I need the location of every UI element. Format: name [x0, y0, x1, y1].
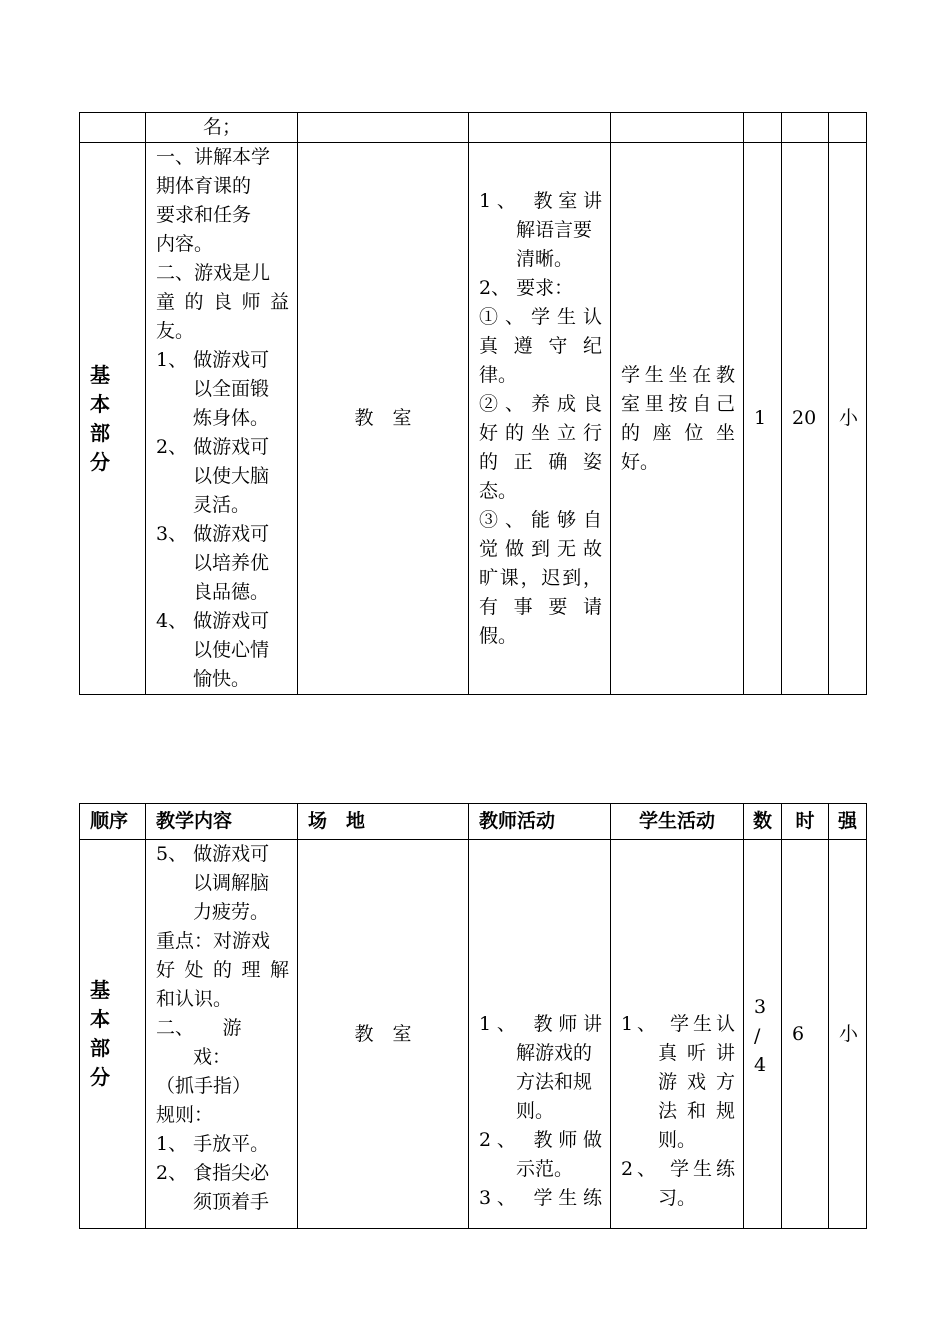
- teacher-line: 觉做到无故: [479, 537, 602, 560]
- student-line: 1、 学生认: [621, 1013, 735, 1035]
- content-line: 炼身体。: [193, 407, 270, 429]
- count-char: 4: [754, 1053, 767, 1076]
- content-line: 以全面锻: [193, 378, 270, 400]
- header-intensity: 强: [829, 804, 867, 840]
- teacher-line: ①、学生认: [479, 305, 602, 328]
- content-line: 1、 手放平。: [156, 1133, 270, 1155]
- content-line: 5、 做游戏可: [156, 843, 270, 865]
- content-line: 1、 做游戏可: [156, 349, 270, 371]
- teacher-line: 3、 学生练: [479, 1187, 602, 1209]
- section-char: 基: [90, 978, 110, 1002]
- header-venue: 场 地: [298, 804, 469, 840]
- count-char: /: [754, 1024, 761, 1047]
- header-content: 教学内容: [146, 804, 298, 840]
- teacher-cell: [469, 113, 611, 143]
- teacher-line: 假。: [479, 624, 518, 647]
- venue: 教 室: [298, 143, 469, 695]
- teacher-line: 示范。: [516, 1158, 574, 1180]
- content-line: 好处的理解: [156, 959, 289, 981]
- time: 20: [782, 143, 829, 695]
- section-char: 分: [90, 449, 110, 474]
- count-char: 3: [754, 995, 767, 1018]
- table1-main-row: [80, 143, 867, 695]
- count: 1: [744, 143, 782, 695]
- student-line: 习。: [658, 1187, 697, 1209]
- student-line: 法和规: [658, 1100, 735, 1122]
- teacher-line: 态。: [479, 479, 518, 502]
- teacher-line: 好的坐立行: [479, 421, 602, 444]
- teacher-line: 旷课，迟到，: [479, 566, 602, 589]
- section-char: 本: [90, 1007, 110, 1031]
- content-line: 一、讲解本学: [156, 146, 271, 168]
- venue: 教 室: [298, 840, 469, 1229]
- content-line: 灵活。: [193, 494, 251, 516]
- content-line: 4、 做游戏可: [156, 610, 270, 632]
- header-student: 学生活动: [611, 804, 744, 840]
- content-line: 友。: [156, 320, 195, 342]
- content-line: 力疲劳。: [193, 901, 270, 923]
- content-line: 2、 食指尖必: [156, 1162, 270, 1184]
- count-cell: [744, 113, 782, 143]
- header-teacher: 教师活动: [469, 804, 611, 840]
- content-line: 须顶着手: [193, 1191, 270, 1213]
- content-line: （抓手指）: [156, 1075, 252, 1097]
- content-line: 二、游戏是儿: [156, 262, 271, 284]
- section-char: 部: [90, 420, 110, 445]
- student-line: 则。: [658, 1129, 697, 1151]
- teacher-activity: [469, 143, 611, 695]
- content-line: 以培养优: [193, 552, 270, 574]
- teacher-line: 解游戏的: [516, 1042, 593, 1064]
- content-line: 良品德。: [193, 581, 270, 603]
- teacher-line: 有事要请: [479, 595, 602, 618]
- teacher-line: 的正确姿: [479, 450, 602, 473]
- time-cell: [782, 113, 829, 143]
- teacher-line: ②、养成良: [479, 392, 602, 415]
- header-count: 数: [744, 804, 782, 840]
- content-cell: 名；: [146, 113, 298, 143]
- content-line: 规则：: [156, 1104, 214, 1126]
- table2-main-row: [80, 840, 867, 1229]
- student-line: 2、 学生练: [621, 1158, 735, 1180]
- student-cell: [611, 113, 744, 143]
- section-label: [80, 143, 146, 695]
- student-line: 的座位坐: [621, 421, 735, 444]
- teacher-line: 1、 教室讲: [479, 189, 602, 212]
- teacher-activity: [469, 840, 611, 1229]
- lesson-table-2: [79, 803, 867, 1229]
- count: [744, 840, 782, 1229]
- content-line: 2、 做游戏可: [156, 436, 270, 458]
- teacher-line: 真遵守纪: [479, 334, 602, 357]
- content-line: 愉快。: [193, 668, 251, 690]
- teacher-line: ③、能够自: [479, 508, 602, 531]
- section-char: 本: [90, 391, 110, 416]
- content-line: 童的良师益: [156, 291, 289, 313]
- time: 6: [782, 840, 829, 1229]
- content-line: 内容。: [156, 233, 214, 255]
- student-line: 游戏方: [658, 1071, 735, 1093]
- teacher-line: 解语言要: [516, 218, 593, 241]
- content-line: 以使心情: [193, 639, 270, 661]
- teacher-line: 方法和规: [516, 1071, 593, 1093]
- section-char: 部: [90, 1036, 110, 1060]
- content-line: 戏：: [193, 1046, 232, 1068]
- intensity: 小: [829, 840, 867, 1229]
- teaching-content: [146, 143, 298, 695]
- student-activity: [611, 840, 744, 1229]
- section-label: [80, 840, 146, 1229]
- order-cell: [80, 113, 146, 143]
- venue-cell: [298, 113, 469, 143]
- student-line: 真听讲: [658, 1042, 735, 1064]
- teacher-line: 2、 教师做: [479, 1129, 602, 1151]
- content-line: 重点：对游戏: [156, 930, 271, 952]
- teacher-line: 2、 要求：: [479, 276, 574, 299]
- section-char: 基: [90, 362, 110, 387]
- section-char: 分: [90, 1065, 110, 1089]
- lesson-table-1: [79, 112, 867, 695]
- teacher-line: 清晰。: [516, 247, 574, 270]
- teacher-line: 1、 教师讲: [479, 1013, 602, 1035]
- intensity: 小: [829, 143, 867, 695]
- content-line: 和认识。: [156, 988, 233, 1010]
- teacher-line: 则。: [516, 1100, 555, 1122]
- student-activity: [611, 143, 744, 695]
- content-line: 二、 游: [156, 1017, 242, 1039]
- content-line: 以调解脑: [193, 872, 270, 894]
- teacher-line: 律。: [479, 363, 518, 386]
- content-line: 3、 做游戏可: [156, 523, 270, 545]
- header-time: 时: [782, 804, 829, 840]
- content-line: 期体育课的: [156, 175, 252, 197]
- header-row: [80, 804, 867, 840]
- intensity-cell: [829, 113, 867, 143]
- student-line: 室里按自己: [621, 392, 735, 415]
- content-line: 要求和任务: [156, 204, 252, 226]
- header-order: 顺序: [80, 804, 146, 840]
- content-line: 以使大脑: [193, 465, 270, 487]
- teaching-content: [146, 840, 298, 1229]
- table1-top-row: [80, 113, 867, 143]
- student-line: 学生坐在教: [621, 363, 735, 386]
- student-line: 好。: [621, 450, 660, 473]
